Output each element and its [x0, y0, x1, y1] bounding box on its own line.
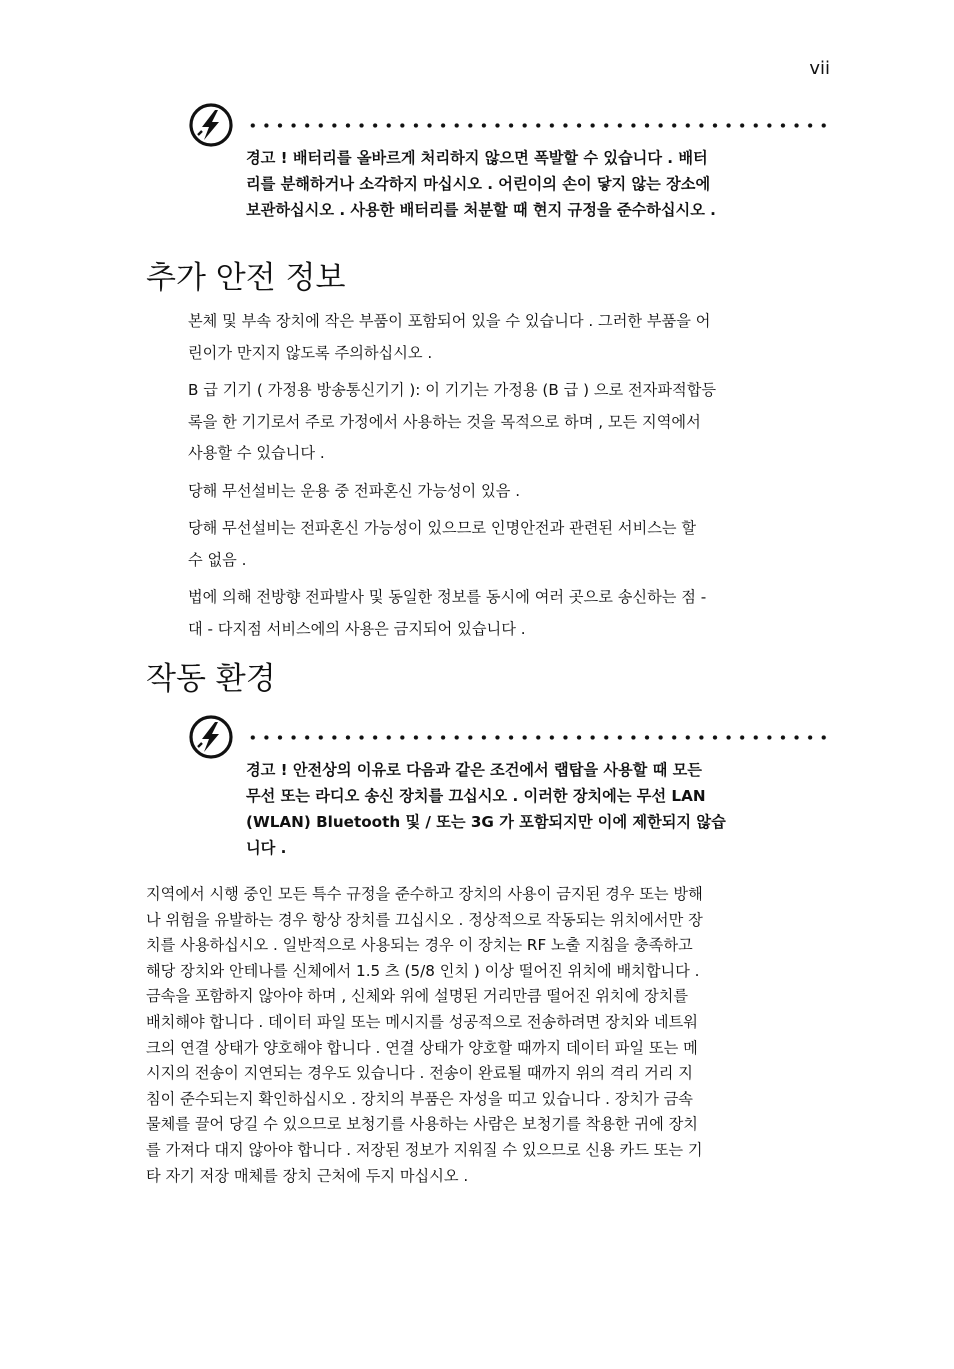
paragraph-small-parts: 본체 및 부속 장치에 작은 부품이 포함되어 있을 수 있습니다 . 그러한 부품을 어 린이가 만지지 않도록 주의하십시오 .	[188, 312, 711, 362]
paragraph-safety-services: 당해 무선설비는 전파혼신 가능성이 있으므로 인명안전과 관련된 서비스는 할 수 없음 .	[188, 519, 697, 569]
additional-safety-content	[188, 306, 833, 651]
warning-divider	[246, 735, 833, 740]
warning-divider	[246, 123, 833, 128]
section-heading-operating-environment: 작동 환경	[146, 661, 276, 697]
battery-warning-text: 경고 ! 배터리를 올바르게 처리하지 않으면 폭발할 수 있습니다 . 배터 리를 분해하거나 소각하지 마십시오 . 어린이의 손이 닿지 않는 장소에 보관하십시오 . 사용한 배터리를 처분할 때 현지 규정을 준수하십시오 .	[246, 149, 716, 219]
page-number: vii	[809, 58, 830, 79]
section-heading-additional-safety: 추가 안전 정보	[146, 260, 346, 296]
warning-bolt-icon	[188, 102, 234, 148]
operating-environment-body	[146, 882, 834, 1189]
paragraph-class-b: B 급 기기 ( 가정용 방송통신기기 ): 이 기기는 가정용 (B 급 ) 으로 전자파적합등 록을 한 기기로서 주로 가정에서 사용하는 것을 목적으로 하며 , 모든 지역에서 사용할 수 있습니다 .	[188, 381, 717, 462]
battery-warning	[188, 102, 833, 232]
wireless-warning	[188, 714, 833, 864]
paragraph-interference: 당해 무선설비는 운용 중 전파혼신 가능성이 있음 .	[188, 481, 521, 500]
wireless-warning-text: 경고 ! 안전상의 이유로 다음과 같은 조건에서 랩탑을 사용할 때 모든 무선 또는 라디오 송신 장치를 끄십시오 . 이러한 장치에는 무선 LAN (WLAN) Bluetooth 및 / 또는 3G 가 포함되지만 이에 제한되지 않습 니다 .	[246, 761, 726, 857]
warning-bolt-icon	[188, 714, 234, 760]
paragraph-point-to-multipoint: 법에 의해 전방향 전파발사 및 동일한 정보를 동시에 여러 곳으로 송신하는 점 - 대 - 다지점 서비스에의 사용은 금지되어 있습니다 .	[188, 588, 707, 638]
operating-environment-paragraph: 지역에서 시행 중인 모든 특수 규정을 준수하고 장치의 사용이 금지된 경우 또는 방해 나 위험을 유발하는 경우 항상 장치를 끄십시오 . 정상적으로 작동되는 위치에서만 장 치를 사용하십시오 . 일반적으로 사용되는 경우 이 장치는 RF 노출 지침을 충족하고 해당 장치와 안테나를 신체에서 1.5 츠 (5/8 인치 ) 이상 떨어진 위치에 배치합니다 . 금속을 포함하지 않아야 하며 , 신체와 위에 설명된 거리만큼 떨어진 위치에 장치를 배치해야 합니다 . 데이터 파일 또는 메시지를 성공적으로 전송하려면 장치와 네트워 크의 연결 상태가 양호해야 합니다 . 연결 상태가 양호할 때까지 데이터 파일 또는 메 시지의 전송이 지연되는 경우도 있습니다 . 전송이 완료될 때까지 위의 격리 거리 지 침이 준수되는지 확인하십시오 . 장치의 부품은 자성을 띠고 있습니다 . 장치가 금속 물체를 끌어 당길 수 있으므로 보청기를 사용하는 사람은 보청기를 착용한 귀에 장치 를 가져다 대지 않아야 합니다 . 저장된 정보가 지워질 수 있으므로 신용 카드 또는 기 타 자기 저장 매체를 장치 근처에 두지 마십시오 .	[146, 885, 703, 1185]
